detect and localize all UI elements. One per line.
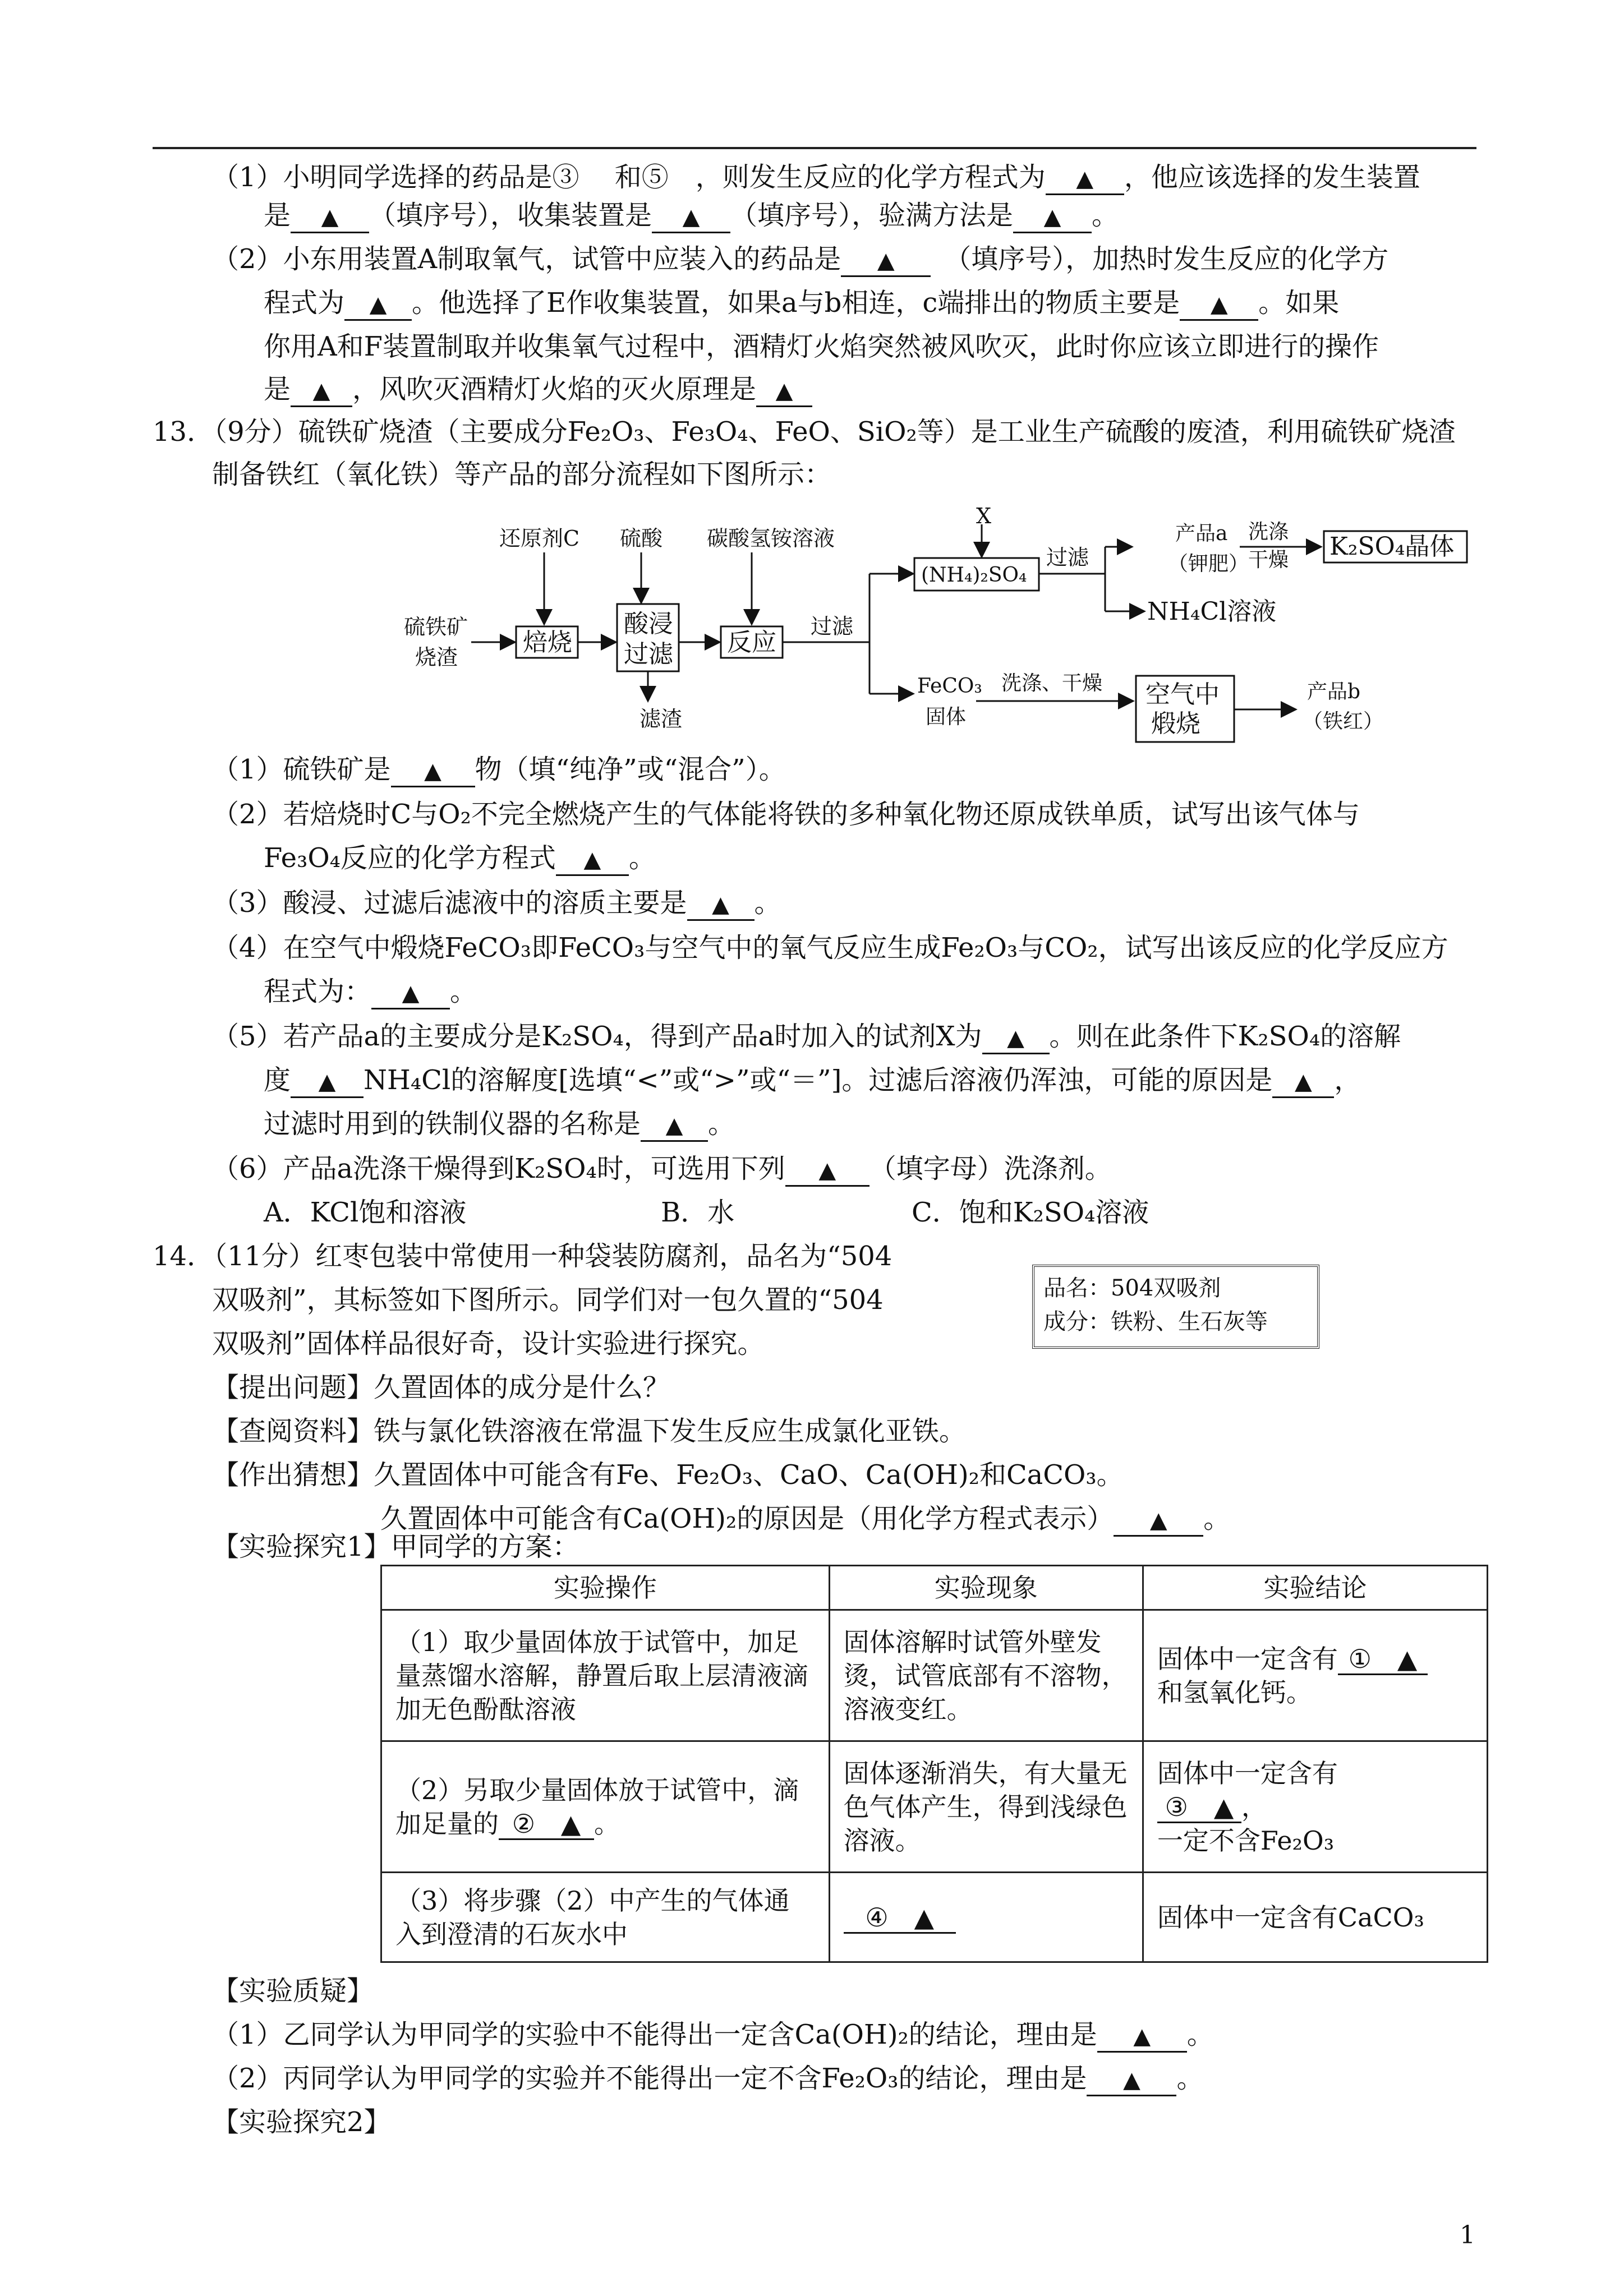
text: 固体中一定含有 bbox=[1157, 1758, 1338, 1788]
answer-blank[interactable] bbox=[652, 201, 730, 233]
header-rule bbox=[153, 147, 1476, 149]
answer-blank[interactable]: ① ▲ bbox=[1338, 1644, 1428, 1675]
answer-blank[interactable] bbox=[291, 201, 369, 233]
nh4cl-label: NH₄Cl溶液 bbox=[1147, 597, 1277, 626]
filter-label: 过滤 bbox=[811, 614, 854, 639]
triangle-marker: ▲ bbox=[712, 892, 729, 918]
q12-part1-line1 bbox=[212, 160, 1420, 195]
answer-blank[interactable] bbox=[1180, 288, 1258, 321]
answer-blank[interactable] bbox=[1087, 2064, 1176, 2096]
feco3-label: FeCO₃ bbox=[917, 675, 982, 698]
q14-exp2-heading: 【实验探究2】 bbox=[212, 2106, 391, 2138]
text: NH₄Cl的溶解度[选填“<”或“>”或“＝”]。过滤后溶液仍浑浊，可能的原因是 bbox=[364, 1064, 1273, 1096]
triangle-marker: ▲ bbox=[775, 378, 793, 404]
answer-blank[interactable] bbox=[982, 1022, 1050, 1054]
product-label-box bbox=[1032, 1265, 1319, 1349]
text: （2）另取少量固体放于试管中，滴加足量的 bbox=[395, 1774, 799, 1839]
text: 。 bbox=[450, 976, 477, 1007]
triangle-marker: ▲ bbox=[1007, 1025, 1024, 1051]
q13-sub5-line1 bbox=[212, 1020, 1401, 1054]
triangle-marker: ▲ bbox=[665, 1113, 683, 1138]
dry-label: 干燥 bbox=[1248, 548, 1289, 571]
q14-doubt2 bbox=[212, 2062, 1203, 2096]
leach-label-2: 过滤 bbox=[624, 640, 673, 668]
header-conclusion: 实验结论 bbox=[1143, 1566, 1487, 1610]
q14-doubt1 bbox=[212, 2018, 1214, 2053]
text: ，他应该选择的发生装置 bbox=[1124, 162, 1420, 193]
residue-label: 滤渣 bbox=[640, 707, 683, 731]
text: 。 bbox=[1092, 200, 1119, 231]
text: Fe₃O₄反应的化学方程式 bbox=[264, 842, 556, 874]
triangle-marker: ▲ bbox=[1123, 2067, 1140, 2093]
row3-phenomenon bbox=[829, 1873, 1143, 1962]
q13-sub3 bbox=[212, 886, 781, 921]
filter2-label: 过滤 bbox=[1046, 545, 1089, 570]
row3-operation: （3）将步骤（2）中产生的气体通入到澄清的石灰水中 bbox=[381, 1873, 830, 1962]
text: （6）产品a洗涤干燥得到K₂SO₄时，可选用下列 bbox=[212, 1153, 785, 1184]
q13-sub6 bbox=[212, 1152, 1112, 1187]
q14-intro-line1: 14．（11分）红枣包装中常使用一种袋装防腐剂，品名为“504 bbox=[153, 1241, 892, 1272]
triangle-marker: ▲ bbox=[424, 758, 441, 784]
text: 。他选择了E作收集装置，如果a与b相连，c端排出的物质主要是 bbox=[412, 287, 1180, 319]
iron-red-label: （铁红） bbox=[1303, 710, 1384, 733]
text: （2）丙同学认为甲同学的实验并不能得出一定不含Fe₂O₃的结论，理由是 bbox=[212, 2063, 1087, 2094]
table-row bbox=[381, 1610, 1488, 1741]
triangle-marker: ▲ bbox=[1149, 1507, 1167, 1533]
text: 程式为： bbox=[264, 976, 372, 1007]
text: ， bbox=[1334, 1064, 1361, 1096]
triangle-marker: ▲ bbox=[1133, 2023, 1151, 2049]
row1-operation: （1）取少量固体放于试管中，加足量蒸馏水溶解，静置后取上层清液滴加无色酚酞溶液 bbox=[381, 1610, 830, 1741]
text: 。 bbox=[594, 1808, 620, 1839]
row1-conclusion bbox=[1143, 1610, 1487, 1741]
q12-part2-line4 bbox=[264, 372, 812, 407]
row2-conclusion bbox=[1143, 1741, 1487, 1873]
text: 。 bbox=[628, 842, 656, 874]
q14-exp1-heading: 【实验探究1】甲同学的方案： bbox=[212, 1531, 579, 1562]
label-line2: 成分：铁粉、生石灰等 bbox=[1043, 1309, 1268, 1335]
q14-intro-line3: 双吸剂”固体样品很好奇，设计实验进行探究。 bbox=[212, 1328, 765, 1359]
text: （2）小东用装置A制取氧气，试管中应装入的药品是 bbox=[212, 243, 841, 275]
q13-sub4-line2 bbox=[264, 975, 477, 1009]
leach-label-1: 酸浸 bbox=[624, 610, 673, 638]
text: 。 bbox=[1203, 1503, 1231, 1534]
process-flow-diagram bbox=[393, 508, 1487, 743]
answer-blank[interactable] bbox=[291, 375, 352, 407]
react-label: 反应 bbox=[727, 628, 776, 657]
triangle-marker: ▲ bbox=[1076, 166, 1094, 192]
q13-sub4-line1: （4）在空气中煅烧FeCO₃即FeCO₃与空气中的氧气反应生成Fe₂O₃与CO₂，试写出该反应的化学反应方 bbox=[212, 932, 1448, 963]
text: （填序号），收集装置是 bbox=[369, 200, 652, 231]
q14-intro-line2: 双吸剂”，其标签如下图所示。同学们对一包久置的“504 bbox=[212, 1284, 884, 1316]
triangle-marker: ▲ bbox=[818, 1158, 836, 1183]
experiment-table bbox=[380, 1565, 1488, 1963]
k2so4-label: K₂SO₄晶体 bbox=[1329, 532, 1455, 561]
triangle-marker: ▲ bbox=[1294, 1069, 1312, 1095]
row1-phenomenon: 固体溶解时试管外壁发烫，试管底部有不溶物，溶液变红。 bbox=[829, 1610, 1143, 1741]
q13-sub2-line2 bbox=[264, 841, 656, 876]
answer-blank[interactable]: ④ ▲ bbox=[844, 1903, 956, 1934]
q13-option-b: B．水 bbox=[661, 1197, 735, 1228]
q13-sub2-line1: （2）若焙烧时C与O₂不完全燃烧产生的气体能将铁的多种氧化物还原成铁单质，试写出该气体与 bbox=[212, 799, 1360, 830]
text: 。 bbox=[754, 887, 781, 919]
text: 一定不含Fe₂O₃ bbox=[1157, 1825, 1335, 1856]
answer-blank[interactable] bbox=[391, 755, 475, 787]
q12-part2-line3: 你用A和F装置制取并收集氧气过程中，酒精灯火焰突然被风吹灭，此时你应该立即进行的操作 bbox=[264, 331, 1379, 362]
q14-doubt-heading: 【实验质疑】 bbox=[212, 1975, 374, 2007]
text: 。则在此条件下K₂SO₄的溶解 bbox=[1049, 1021, 1401, 1052]
text: （填序号），验满方法是 bbox=[730, 200, 1014, 231]
answer-blank[interactable] bbox=[641, 1109, 708, 1142]
answer-blank[interactable] bbox=[1046, 163, 1124, 195]
roast-label: 焙烧 bbox=[523, 628, 572, 657]
text: 是 bbox=[264, 374, 291, 405]
bicarb-label: 碳酸氢铵溶液 bbox=[707, 526, 835, 551]
label-line1: 品名：504双吸剂 bbox=[1043, 1275, 1221, 1301]
raw-label-2: 烧渣 bbox=[415, 645, 458, 670]
triangle-marker: ▲ bbox=[583, 847, 601, 873]
text: 。如果 bbox=[1258, 287, 1340, 319]
q13-sub1 bbox=[212, 753, 786, 787]
answer-blank[interactable] bbox=[344, 288, 412, 321]
potash-label: （钾肥） bbox=[1168, 552, 1249, 575]
triangle-marker: ▲ bbox=[369, 292, 387, 317]
table-row bbox=[381, 1741, 1488, 1873]
q12-part2-line1 bbox=[212, 242, 1388, 277]
ammonium-sulfate-label: (NH₄)₂SO₄ bbox=[921, 564, 1027, 587]
text: （3）酸浸、过滤后滤液中的溶质主要是 bbox=[212, 887, 687, 919]
text: 固体中一定含有 bbox=[1157, 1643, 1338, 1674]
text: 。 bbox=[1176, 2063, 1204, 2094]
text: （5）若产品a的主要成分是K₂SO₄，得到产品a时加入的试剂X为 bbox=[212, 1021, 982, 1052]
q13-sub5-line3 bbox=[264, 1107, 735, 1142]
table-header-row bbox=[381, 1566, 1488, 1610]
text: （1）硫铁矿是 bbox=[212, 754, 391, 785]
text: 物（填“纯净”或“混合”）。 bbox=[475, 754, 786, 785]
text: （1）小明同学选择的药品是③ 和⑤ ，则发生反应的化学方程式为 bbox=[212, 162, 1046, 193]
row3-conclusion: 固体中一定含有CaCO₃ bbox=[1143, 1873, 1487, 1962]
triangle-marker: ▲ bbox=[321, 204, 339, 230]
text: 度 bbox=[264, 1064, 291, 1096]
answer-blank[interactable] bbox=[1272, 1066, 1334, 1098]
text: （1）乙同学认为甲同学的实验中不能得出一定含Ca(OH)₂的结论，理由是 bbox=[212, 2019, 1097, 2050]
q13-sub5-line2 bbox=[264, 1063, 1361, 1098]
row2-phenomenon: 固体逐渐消失，有大量无色气体产生，得到浅绿色溶液。 bbox=[829, 1741, 1143, 1873]
text: （填字母）洗涤剂。 bbox=[869, 1153, 1112, 1184]
q14-question: 【提出问题】久置固体的成分是什么？ bbox=[212, 1372, 670, 1403]
answer-blank[interactable]: ② ▲ bbox=[499, 1809, 594, 1840]
answer-blank[interactable] bbox=[687, 888, 755, 921]
solid-label: 固体 bbox=[926, 706, 967, 729]
answer-blank[interactable]: ③ ▲ bbox=[1157, 1792, 1241, 1823]
triangle-marker: ▲ bbox=[1210, 292, 1228, 317]
x-label: X bbox=[976, 508, 992, 528]
reducer-label: 还原剂C bbox=[499, 526, 580, 551]
q14-info: 【查阅资料】铁与氯化铁溶液在常温下发生反应生成氯化亚铁。 bbox=[212, 1416, 967, 1447]
answer-blank[interactable] bbox=[841, 245, 931, 277]
text: 是 bbox=[264, 200, 291, 231]
washdry-label: 洗涤、干燥 bbox=[1001, 672, 1103, 695]
text: （填序号），加热时发生反应的化学方 bbox=[931, 243, 1389, 275]
table-row bbox=[381, 1873, 1488, 1962]
triangle-marker: ▲ bbox=[1043, 204, 1061, 230]
text: 。 bbox=[708, 1108, 735, 1140]
q12-part2-line2 bbox=[264, 286, 1339, 321]
q13-intro-line1: 13．（9分）硫铁矿烧渣（主要成分Fe₂O₃、Fe₃O₄、FeO、SiO₂等）是工业生产硫酸的废渣，利用硫铁矿烧渣 bbox=[153, 416, 1456, 448]
header-phenomenon: 实验现象 bbox=[829, 1566, 1143, 1610]
answer-blank[interactable] bbox=[785, 1154, 869, 1187]
calcine-label-1: 空气中 bbox=[1145, 680, 1220, 709]
triangle-marker: ▲ bbox=[877, 248, 895, 274]
q13-option-a: A．KCl饱和溶液 bbox=[264, 1197, 467, 1228]
q13-intro-line2: 制备铁红（氧化铁）等产品的部分流程如下图所示： bbox=[212, 459, 832, 490]
answer-blank[interactable] bbox=[1114, 1504, 1203, 1537]
answer-blank[interactable] bbox=[756, 375, 812, 407]
text: 。 bbox=[1186, 2019, 1214, 2050]
q13-option-c: C．饱和K₂SO₄溶液 bbox=[912, 1197, 1149, 1228]
q14-guess: 【作出猜想】久置固体中可能含有Fe、Fe₂O₃、CaO、Ca(OH)₂和CaCO₃。 bbox=[212, 1459, 1124, 1491]
text: ，风吹灭酒精灯火焰的灭火原理是 bbox=[352, 374, 757, 405]
header-operation: 实验操作 bbox=[381, 1566, 830, 1610]
text: ， bbox=[1241, 1791, 1267, 1822]
raw-label-1: 硫铁矿 bbox=[404, 615, 468, 639]
q12-part1-line2 bbox=[264, 199, 1119, 233]
answer-blank[interactable] bbox=[1013, 201, 1092, 233]
answer-blank[interactable] bbox=[1097, 2020, 1187, 2053]
product-b-label: 产品b bbox=[1307, 680, 1361, 703]
acid-label: 硫酸 bbox=[620, 526, 663, 551]
triangle-marker: ▲ bbox=[402, 980, 420, 1006]
calcine-label-2: 煅烧 bbox=[1151, 709, 1200, 738]
answer-blank[interactable] bbox=[291, 1066, 364, 1098]
triangle-marker: ▲ bbox=[312, 378, 330, 404]
triangle-marker: ▲ bbox=[318, 1069, 336, 1095]
text: 过滤时用到的铁制仪器的名称是 bbox=[264, 1108, 641, 1140]
answer-blank[interactable] bbox=[556, 843, 629, 876]
page-number: 1 bbox=[1460, 2221, 1475, 2249]
answer-blank[interactable] bbox=[371, 977, 450, 1009]
wash-label: 洗涤 bbox=[1248, 520, 1289, 543]
triangle-marker: ▲ bbox=[682, 204, 700, 230]
text: 和氢氧化钙。 bbox=[1157, 1677, 1312, 1708]
text: 程式为 bbox=[264, 287, 345, 319]
row2-operation bbox=[381, 1741, 830, 1873]
text: 久置固体中可能含有Ca(OH)₂的原因是（用化学方程式表示） bbox=[380, 1503, 1114, 1534]
product-a-label: 产品a bbox=[1175, 522, 1228, 545]
